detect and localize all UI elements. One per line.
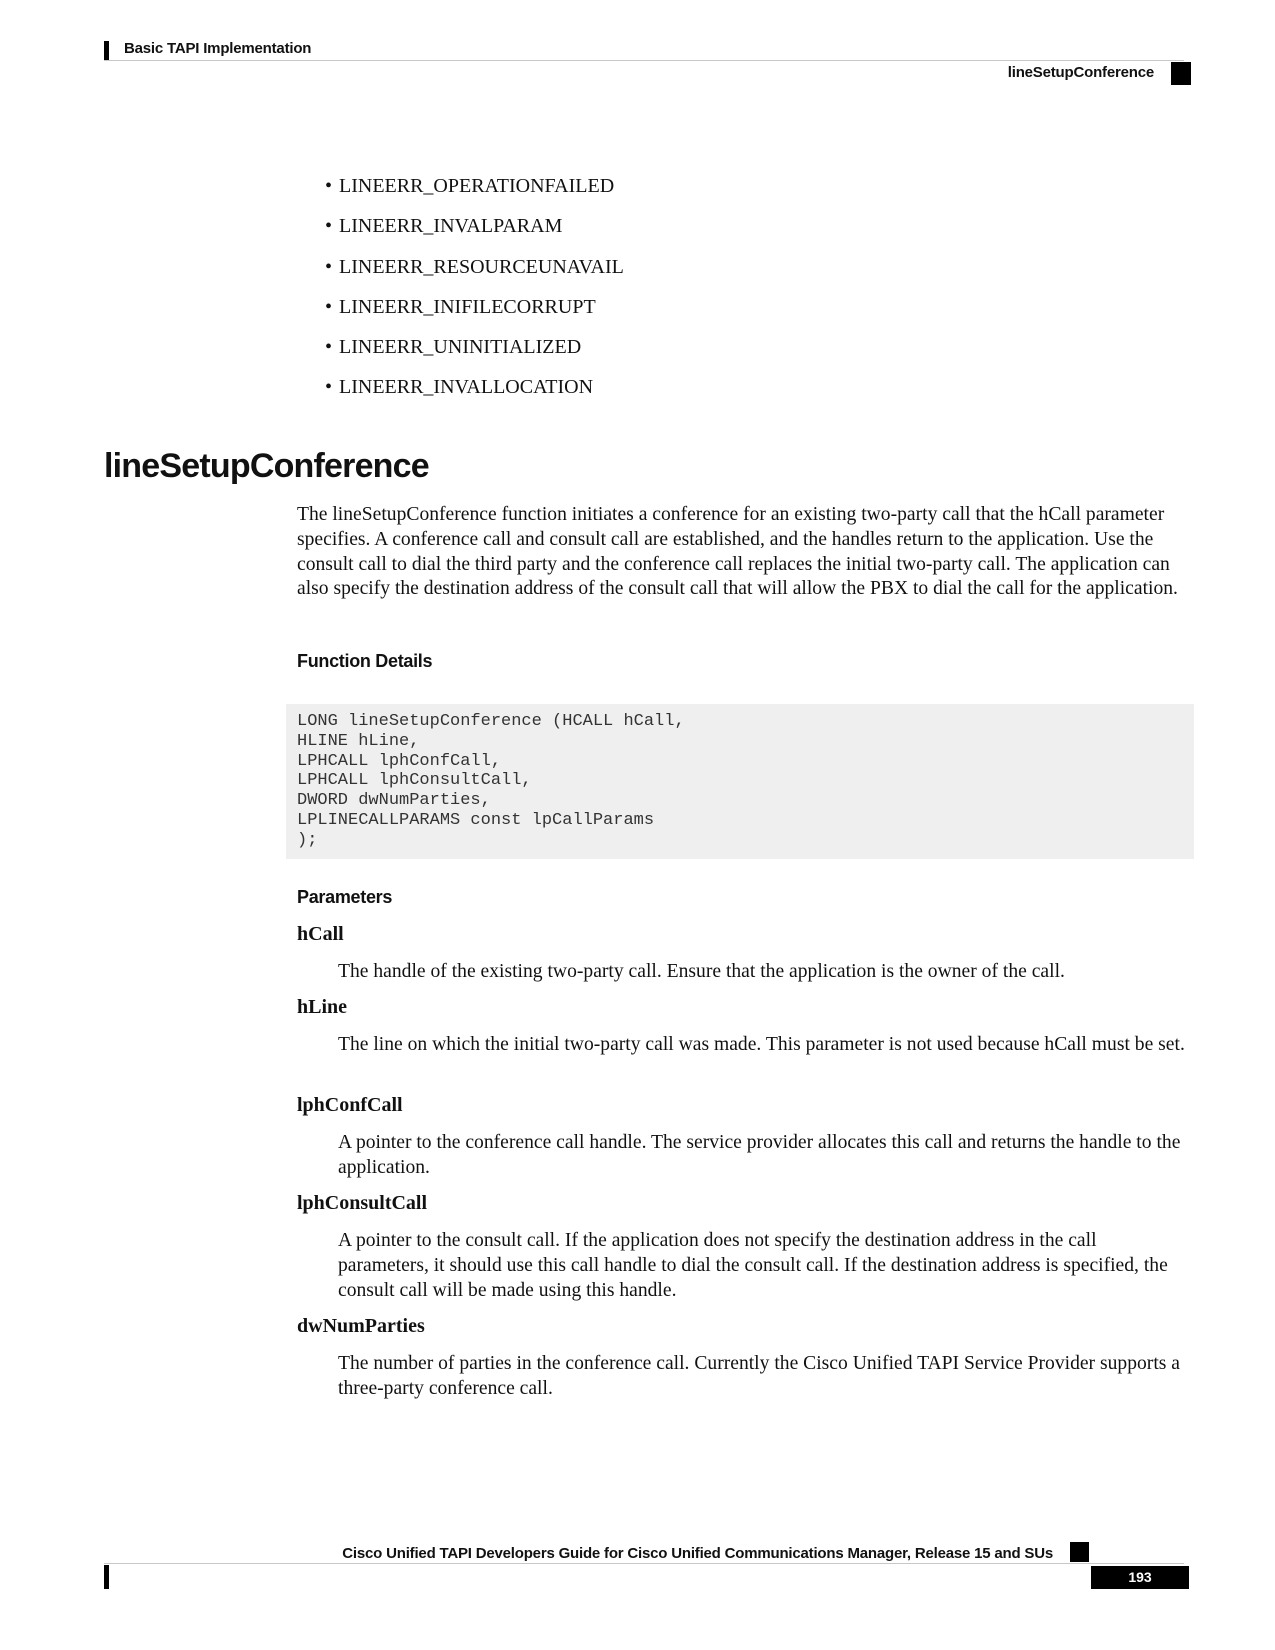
running-header-chapter: lineSetupConference [1007, 64, 1154, 81]
section-title: lineSetupConference [104, 447, 429, 485]
bullet-icon: • [325, 376, 333, 399]
footer-marker-bar [104, 1565, 109, 1589]
param-description: A pointer to the consult call. If the application does not specify the destination address in the call parameters, it should use this call handle to dial the consult call. If the destination address is specified, the consult call will be made using this handle. [338, 1230, 1168, 1301]
function-signature: LONG lineSetupConference (HCALL hCall, HLINE hLine, LPHCALL lphConfCall, LPHCALL lphConsultCall, DWORD dwNumParties, LPLINECALLPARAMS const lpCallParams ); [297, 712, 685, 850]
list-item [325, 213, 624, 253]
bullet-icon: • [325, 295, 333, 318]
bullet-icon: • [325, 175, 333, 197]
list-item [325, 294, 624, 334]
param-name: lphConfCall [297, 1094, 403, 1116]
error-code: LINEERR_OPERATIONFAILED [339, 175, 615, 197]
param-name: lphConsultCall [297, 1192, 428, 1214]
list-item [325, 173, 624, 213]
bullet-icon: • [325, 255, 333, 278]
param-name: dwNumParties [297, 1315, 425, 1337]
page-number: 193 [1091, 1566, 1189, 1589]
footer-rule [104, 1563, 1184, 1564]
param-description: The line on which the initial two-party call was made. This parameter is not used because hCall must be set. [338, 1034, 1185, 1055]
running-header-section: Basic TAPI Implementation [124, 40, 312, 57]
bullet-icon: • [325, 215, 333, 238]
function-details-heading: Function Details [297, 651, 433, 671]
list-item [325, 254, 624, 294]
header-marker-bar [104, 41, 109, 61]
bullet-icon: • [325, 336, 333, 359]
error-code: LINEERR_INVALLOCATION [339, 376, 594, 399]
error-code: LINEERR_RESOURCEUNAVAIL [339, 255, 624, 278]
param-name: hCall [297, 923, 344, 945]
footer-marker-square [1070, 1542, 1089, 1562]
parameters-heading: Parameters [297, 887, 393, 907]
code-block [286, 704, 1194, 859]
error-code: LINEERR_INVALPARAM [339, 215, 563, 238]
header-rule [104, 60, 1184, 61]
error-code: LINEERR_INIFILECORRUPT [339, 295, 596, 318]
param-description: A pointer to the conference call handle. The service provider allocates this call and returns the handle to the application. [338, 1132, 1181, 1178]
list-item [325, 334, 624, 374]
param-name: hLine [297, 996, 348, 1018]
header-marker-square [1171, 62, 1191, 85]
param-description: The number of parties in the conference call. Currently the Cisco Unified TAPI Service Provider supports a three-party conference call. [338, 1353, 1180, 1399]
footer-book-title: Cisco Unified TAPI Developers Guide for Cisco Unified Communications Manager, Release 15 and SUs [342, 1545, 1053, 1562]
error-code-list [325, 173, 624, 415]
param-description: The handle of the existing two-party call. Ensure that the application is the owner of the call. [338, 961, 1065, 982]
error-code: LINEERR_UNINITIALIZED [339, 336, 582, 359]
intro-paragraph: The lineSetupConference function initiates a conference for an existing two-party call that the hCall parameter specifies. A conference call and consult call are established, and the handles return to the application. Use the consult call to dial the third party and the conference call replaces the initial two-party call. The application can also specify the destination address of the consult call that will allow the PBX to dial the call for the application. [297, 504, 1178, 600]
list-item [325, 374, 624, 414]
